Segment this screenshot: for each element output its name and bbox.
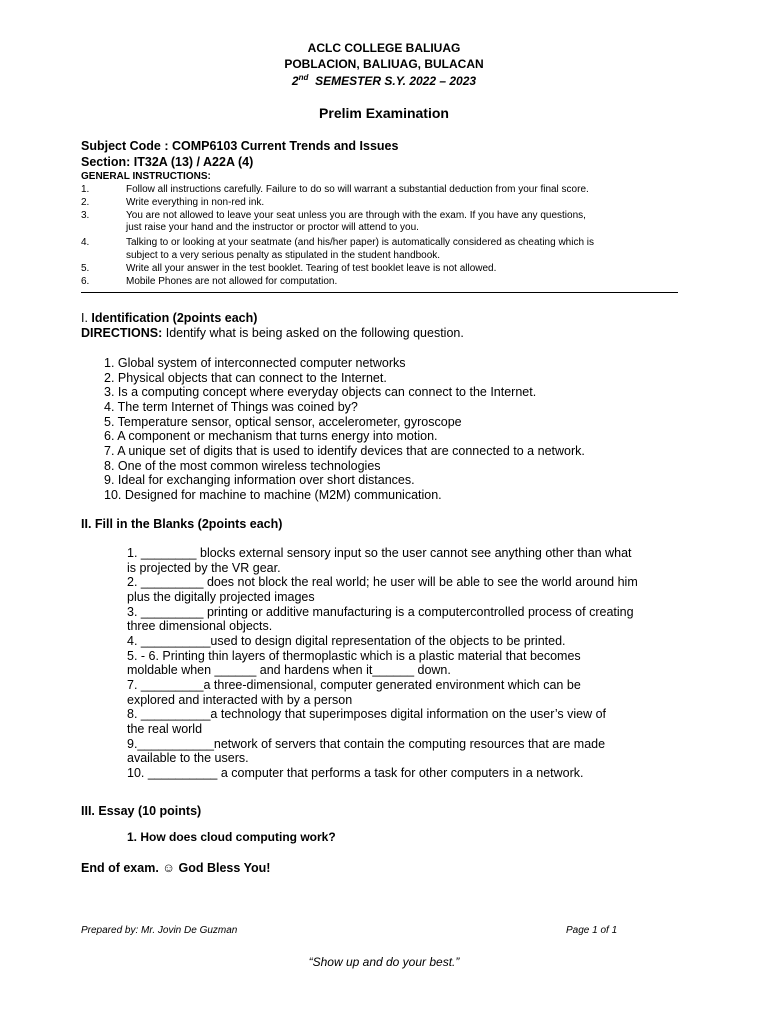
fill-blank-line: three dimensional objects. — [127, 619, 273, 633]
instruction-text: Follow all instructions carefully. Failure to do so will warrant a substantial deduction from your final score. — [126, 184, 589, 195]
fill-blank-line: explored and interacted with by a person — [127, 693, 353, 707]
instruction-text: just raise your hand and the instructor or proctor will attend to you. — [126, 222, 419, 233]
instruction-text: subject to a very serious penalty as stipulated in the student handbook. — [126, 250, 441, 261]
page-number: Page 1 of 1 — [566, 925, 618, 936]
fill-blank-line: 1. ________ blocks external sensory input so the user cannot see anything other than what — [127, 546, 632, 560]
fill-blank-line: is projected by the VR gear. — [127, 561, 281, 575]
fill-blank-line: 5. - 6. Printing thin layers of thermoplastic which is a plastic material that becomes — [127, 649, 581, 663]
fill-blank-line: 7. _________a three-dimensional, computer generated environment which can be — [127, 678, 581, 692]
footer-motto: “Show up and do your best.” — [308, 955, 460, 969]
part1-heading-text: Identification (2points each) — [91, 311, 258, 325]
fill-blank-line: 4. __________used to design digital representation of the objects to be printed. — [127, 634, 566, 648]
fill-blank-line: 9.___________network of servers that contain the computing resources that are made — [127, 737, 606, 751]
fill-blank-line: 8. __________a technology that superimposes digital information on the user’s view of — [127, 707, 607, 721]
fill-blank-line: moldable when ______ and hardens when it______ down. — [127, 663, 451, 677]
identification-item: 7. A unique set of digits that is used to identify devices that are connected to a network. — [104, 444, 585, 458]
identification-item: 3. Is a computing concept where everyday objects can connect to the Internet. — [104, 385, 537, 399]
essay-question: 1. How does cloud computing work? — [127, 830, 336, 844]
divider — [81, 292, 678, 293]
part1-directions — [81, 326, 464, 340]
instruction-number: 1. — [81, 184, 90, 195]
identification-item: 6. A component or mechanism that turns energy into motion. — [104, 429, 438, 443]
fill-blank-line: plus the digitally projected images — [127, 590, 315, 604]
identification-item: 1. Global system of interconnected computer networks — [104, 356, 406, 370]
fill-blank-line: the real world — [127, 722, 203, 736]
part2-heading: II. Fill in the Blanks (2points each) — [81, 517, 283, 531]
instruction-number: 5. — [81, 263, 90, 274]
fill-blank-line: 3. _________ printing or additive manufacturing is a computercontrolled process of creating — [127, 605, 634, 619]
semester-text: SEMESTER S.Y. 2022 – 2023 — [315, 74, 477, 88]
section-line: Section: IT32A (13) / A22A (4) — [81, 155, 254, 169]
instruction-number: 2. — [81, 197, 90, 208]
part1-heading — [81, 311, 257, 325]
fill-blank-line: 2. _________ does not block the real world; he user will be able to see the world around him — [127, 575, 638, 589]
prepared-by: Prepared by: Mr. Jovin De Guzman — [81, 925, 238, 936]
identification-item: 8. One of the most common wireless technologies — [104, 459, 381, 473]
instruction-number: 3. — [81, 210, 90, 221]
fill-blank-line: 10. __________ a computer that performs a task for other computers in a network. — [127, 766, 584, 780]
instruction-number: 6. — [81, 276, 90, 287]
instruction-text: Mobile Phones are not allowed for computation. — [126, 276, 338, 287]
instruction-text: Write all your answer in the test booklet. Tearing of test booklet leave is not allowed. — [126, 263, 497, 274]
instructions-heading: GENERAL INSTRUCTIONS: — [81, 171, 211, 182]
identification-item: 10. Designed for machine to machine (M2M) communication. — [104, 488, 442, 502]
instruction-text: You are not allowed to leave your seat unless you are through with the exam. If you have any questions, — [126, 210, 586, 221]
identification-item: 2. Physical objects that can connect to the Internet. — [104, 371, 387, 385]
semester-ordinal: nd — [298, 73, 309, 82]
college-name: ACLC COLLEGE BALIUAG — [307, 41, 461, 55]
college-address: POBLACION, BALIUAG, BULACAN — [284, 57, 484, 71]
part1-heading-prefix: I. — [81, 311, 92, 325]
instruction-text: Write everything in non-red ink. — [126, 197, 265, 208]
directions-label: DIRECTIONS: — [81, 326, 163, 340]
fill-blank-line: available to the users. — [127, 751, 249, 765]
instruction-text: Talking to or looking at your seatmate (and his/her paper) is automatically considered as cheating which is — [126, 237, 595, 248]
directions-text: Identify what is being asked on the following question. — [162, 326, 464, 340]
instruction-number: 4. — [81, 237, 90, 248]
identification-item: 5. Temperature sensor, optical sensor, accelerometer, gyroscope — [104, 415, 462, 429]
identification-item: 9. Ideal for exchanging information over short distances. — [104, 473, 415, 487]
closing-line: End of exam. ☺ God Bless You! — [81, 861, 271, 875]
identification-item: 4. The term Internet of Things was coined by? — [104, 400, 358, 414]
exam-title: Prelim Examination — [319, 105, 449, 121]
semester-number: 2 — [291, 74, 299, 88]
subject-code: Subject Code : COMP6103 Current Trends and Issues — [81, 139, 399, 153]
part3-heading: III. Essay (10 points) — [81, 804, 202, 818]
semester-line — [0, 73, 768, 88]
